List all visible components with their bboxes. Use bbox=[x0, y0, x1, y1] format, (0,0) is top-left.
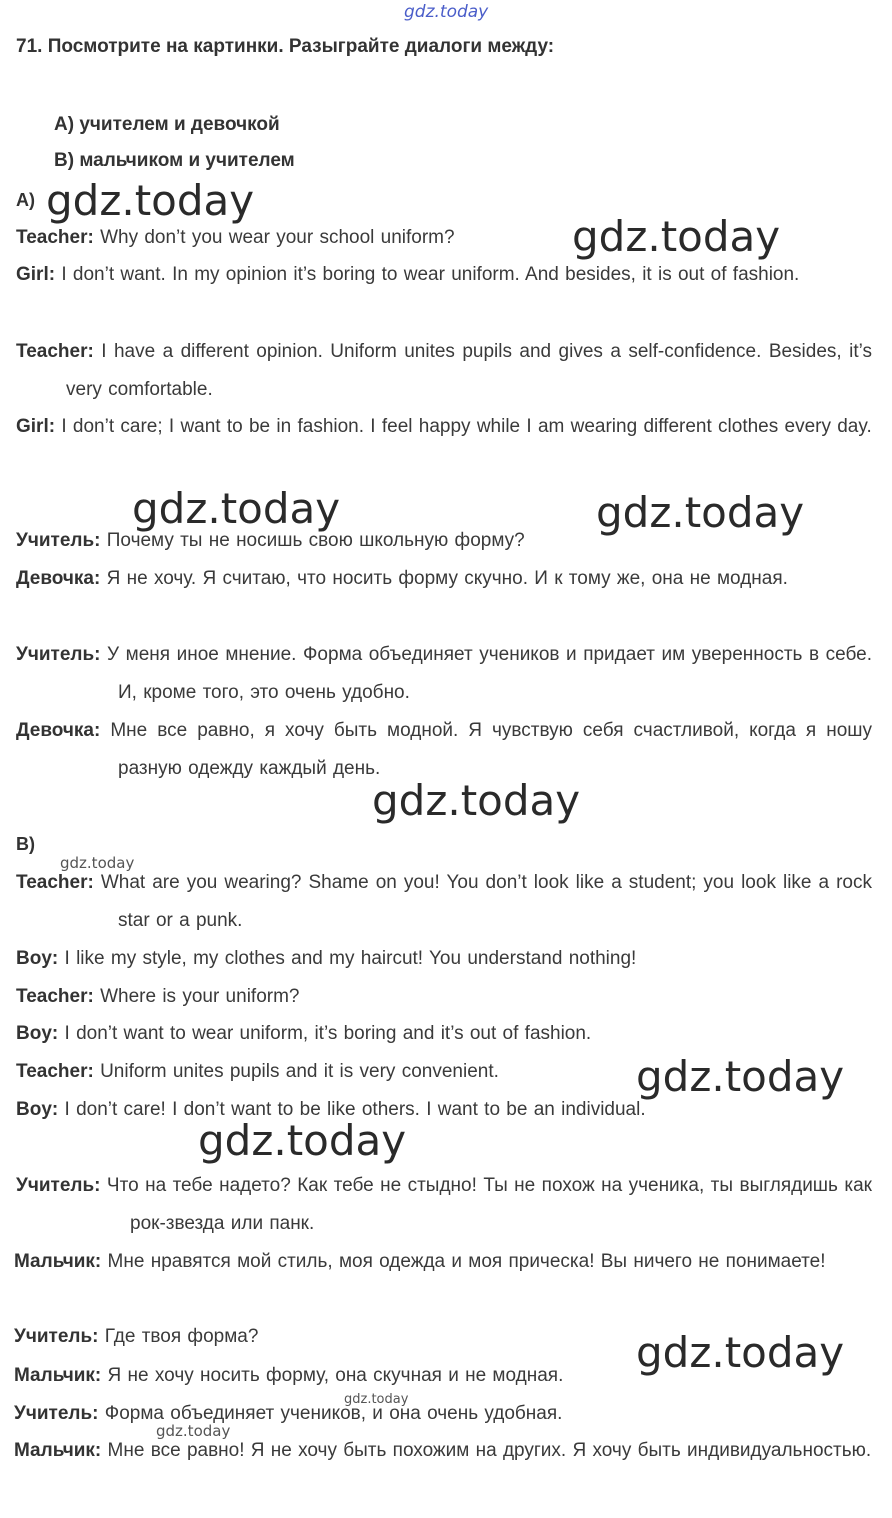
dialogue-line bbox=[16, 256, 872, 294]
dialogue-line bbox=[16, 636, 872, 712]
line-text: Мне нравятся мой стиль, моя одежда и моя прическа! Вы ничего не понимаете! bbox=[107, 1251, 826, 1272]
speaker: Девочка: bbox=[16, 568, 101, 589]
speaker: Teacher: bbox=[16, 227, 94, 248]
watermark: gdz.today bbox=[132, 484, 341, 533]
dialogue-line bbox=[16, 712, 872, 788]
line-text: I have a different opinion. Uniform unites pupils and gives a self-confidence. Besides, it’s very comfortable. bbox=[66, 341, 873, 400]
speaker: Teacher: bbox=[16, 872, 94, 893]
watermark: gdz.today bbox=[46, 176, 255, 225]
dialogue-line bbox=[16, 522, 872, 560]
speaker: Teacher: bbox=[16, 986, 94, 1007]
option-b: В) мальчиком и учителем bbox=[54, 150, 295, 171]
dialogue-line bbox=[16, 1053, 872, 1091]
line-text: Мне все равно, я хочу быть модной. Я чувствую себя счастливой, когда я ношу разную одежду каждый день. bbox=[110, 720, 873, 779]
line-text: Мне все равно! Я не хочу быть похожим на других. Я хочу быть индивидуальностью. bbox=[107, 1440, 872, 1461]
watermark: gdz.today bbox=[372, 776, 581, 825]
dialogue-line bbox=[16, 1091, 872, 1129]
speaker: Учитель: bbox=[16, 644, 101, 665]
line-text: У меня иное мнение. Форма объединяет учеников и придает им уверенность в себе. И, кроме того, это очень удобно. bbox=[107, 644, 872, 703]
line-text: Почему ты не носишь свою школьную форму? bbox=[106, 530, 525, 551]
watermark-top: gdz.today bbox=[404, 2, 489, 22]
dialogue-line bbox=[16, 864, 872, 940]
line-text: Where is your uniform? bbox=[100, 986, 300, 1007]
line-text: I don’t want to wear uniform, it’s boring and it’s out of fashion. bbox=[64, 1023, 592, 1044]
section-b-label: В) bbox=[16, 834, 35, 854]
watermark: gdz.today bbox=[596, 488, 805, 537]
speaker: Мальчик: bbox=[14, 1440, 102, 1461]
dialogue-line bbox=[16, 1015, 872, 1053]
dialogue-line bbox=[16, 560, 872, 598]
speaker: Girl: bbox=[16, 416, 56, 437]
dialogue-line bbox=[16, 1167, 872, 1243]
dialogue-line bbox=[14, 1395, 870, 1433]
speaker: Учитель: bbox=[16, 1175, 101, 1196]
dialogue-line bbox=[16, 978, 872, 1016]
watermark-small: gdz.today bbox=[344, 1392, 409, 1407]
speaker: Учитель: bbox=[16, 530, 101, 551]
watermark: gdz.today bbox=[636, 1052, 845, 1101]
watermark: gdz.today bbox=[572, 212, 781, 261]
speaker: Девочка: bbox=[16, 720, 101, 741]
speaker: Мальчик: bbox=[14, 1251, 102, 1272]
speaker: Boy: bbox=[16, 948, 59, 969]
dialogue-line bbox=[14, 1318, 870, 1356]
speaker: Teacher: bbox=[16, 341, 94, 362]
watermark-small: gdz.today bbox=[156, 1422, 231, 1440]
line-text: Форма объединяет учеников, и она очень удобная. bbox=[104, 1403, 563, 1424]
dialogue-line bbox=[14, 1432, 872, 1470]
speaker: Мальчик: bbox=[14, 1365, 102, 1386]
line-text: Uniform unites pupils and it is very convenient. bbox=[100, 1061, 499, 1082]
speaker: Учитель: bbox=[14, 1326, 99, 1347]
dialogue-line bbox=[16, 940, 872, 978]
speaker: Teacher: bbox=[16, 1061, 94, 1082]
line-text: Что на тебе надето? Как тебе не стыдно! Ты не похож на ученика, ты выглядишь как рок-звезда или панк. bbox=[106, 1175, 872, 1234]
line-text: Why don’t you wear your school uniform? bbox=[100, 227, 455, 248]
dialogue-line bbox=[16, 333, 872, 409]
line-text: What are you wearing? Shame on you! You don’t look like a student; you look like a rock star or a punk. bbox=[100, 872, 872, 931]
speaker: Boy: bbox=[16, 1023, 59, 1044]
section-a-label: А) bbox=[16, 190, 35, 210]
speaker: Учитель: bbox=[14, 1403, 99, 1424]
line-text: I don’t want. In my opinion it’s boring to wear uniform. And besides, it is out of fashion. bbox=[61, 264, 800, 285]
line-text: I like my style, my clothes and my haircut! You understand nothing! bbox=[64, 948, 637, 969]
speaker: Girl: bbox=[16, 264, 56, 285]
watermark: gdz.today bbox=[636, 1328, 845, 1377]
speaker: Boy: bbox=[16, 1099, 59, 1120]
line-text: Где твоя форма? bbox=[104, 1326, 259, 1347]
dialogue-line bbox=[16, 219, 872, 257]
dialogue-line bbox=[14, 1243, 872, 1281]
line-text: Я не хочу носить форму, она скучная и не модная. bbox=[107, 1365, 564, 1386]
line-text: I don’t care; I want to be in fashion. I feel happy while I am wearing different clothes every day. bbox=[61, 416, 872, 437]
watermark-small: gdz.today bbox=[60, 854, 135, 872]
dialogue-line bbox=[16, 408, 872, 446]
line-text: I don’t care! I don’t want to be like others. I want to be an individual. bbox=[64, 1099, 646, 1120]
line-text: Я не хочу. Я считаю, что носить форму скучно. И к тому же, она не модная. bbox=[106, 568, 788, 589]
option-a: А) учителем и девочкой bbox=[54, 114, 280, 135]
watermark: gdz.today bbox=[198, 1116, 407, 1165]
dialogue-line bbox=[14, 1357, 870, 1395]
exercise-title: 71. Посмотрите на картинки. Разыграйте диалоги между: bbox=[16, 36, 555, 57]
